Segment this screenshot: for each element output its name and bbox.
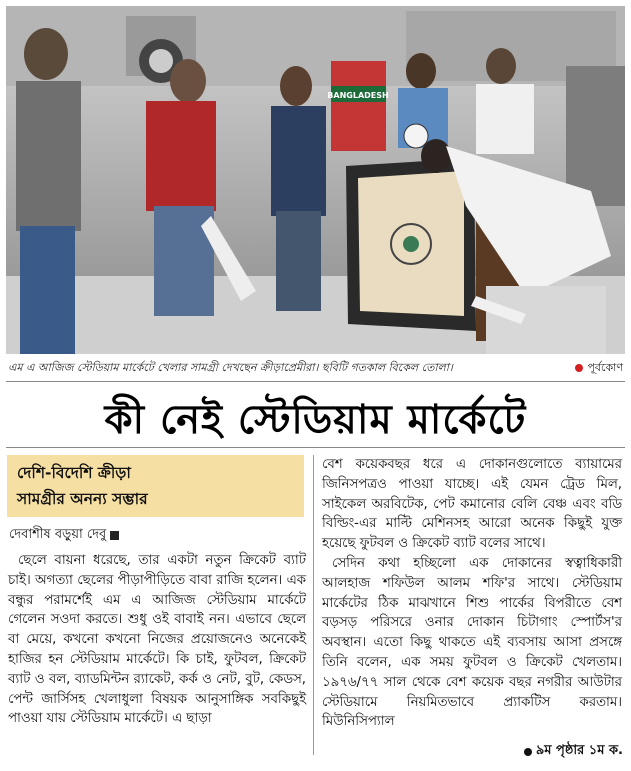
- article-column-right: [322, 455, 622, 732]
- credit-text: পূর্বকোণ: [587, 360, 623, 374]
- column-divider: [313, 455, 314, 755]
- subheadline-box: [7, 455, 304, 517]
- photo-credit: [575, 359, 623, 378]
- subheadline-line: সামগ্রীর অনন্য সম্ভার: [17, 490, 148, 508]
- divider-line: [6, 381, 625, 382]
- article-column-left: [8, 551, 306, 729]
- photo-caption: [8, 357, 623, 379]
- jersey-text: BANGLADESH: [327, 91, 389, 100]
- bullet-icon: [524, 748, 532, 756]
- article-paragraph: সেদিন কথা হচ্ছিলো এক দোকানের স্বত্বাধিকারী আলহাজ শফিউল আলম শফি'র সাথে। স্টেডিয়াম মার্কেটের ঠিক মাঝখানে শিশু পার্কের বিপরীতে বেশ বড়সড় পরিসরে ওনার দোকান চিটাগাং স্পোর্টস'র অবস্থান। এতো কিছু থাকতে এই ব্যবসায় আসা প্রসঙ্গে তিনি বলেন, এক সময় ফুটবল ও ক্রিকেট খেলতাম। ১৯৭৬/৭৭ সাল থেকে বেশ কয়েক বছর নগরীর আউটার স্টেডিয়ামে নিয়মিতভাবে প্র্যাকটিস করতাম। মিউনিসিপ্যাল: [322, 555, 622, 730]
- continued-marker: [524, 741, 623, 762]
- caption-text: এম এ আজিজ স্টেডিয়াম মার্কেটে খেলার সামগ্রী দেখছেন ক্রীড়াপ্রেমীরা। ছবিটি গতকাল বিকেল তোলা।: [8, 360, 453, 374]
- square-bullet-icon: [110, 531, 119, 540]
- article-paragraph: বেশ কয়েকবছর ধরে এ দোকানগুলোতে ব্যায়ামের জিনিসপত্রও পাওয়া যাচ্ছে। এই যেমন ট্রেড মিল, সাইকেল অরবিটেক, পেট কমানোর বেলি বেঞ্চ এবং বডি বিল্ডিং-এর মাল্টি মেশিনসহ আরো অনেক কিছুই যুক্ত হয়েছে ফুটবল ও ক্রিকেট ব্যাট বলের সাথে।: [322, 457, 622, 552]
- news-photo: [6, 6, 625, 354]
- bullet-icon: [575, 364, 583, 372]
- author-name: দেবাশীষ বড়ুয়া দেবু: [9, 527, 107, 542]
- subheadline-line: দেশি-বিদেশি ক্রীড়া: [17, 464, 131, 482]
- divider-line: [6, 447, 625, 448]
- byline: [9, 525, 119, 546]
- continued-text: ৯ম পৃষ্ঠার ১ম ক.: [535, 743, 623, 758]
- headline: কী নেই স্টেডিয়াম মার্কেটে: [104, 397, 527, 443]
- article-paragraph: ছেলে বায়না ধরেছে, তার একটা নতুন ক্রিকেট ব্যাট চাই। অগত্যা ছেলের পীড়াপীড়িতে বাবা রাজি হলেন। এক বন্ধুর পরামর্শেই এম এ আজিজ স্টেডিয়াম মার্কেটে গেলেন সওদা করতে। শুধু ওই বাবাই নন। এভাবে ছেলে বা মেয়ে, কখনো কখনো নিজের প্রয়োজনেও অনেকেই হাজির হন স্টেডিয়াম মার্কেটে। কি চাই, ফুটবল, ক্রিকেট ব্যাট ও বল, ব্যাডমিন্টন র‌্যাকেট, কর্ক ও নেট, বুট, কেডস, পেন্ট জার্সিসহ খেলাধুলা বিষয়ক আনুসাঙ্গিক সবকিছুই পাওয়া যায় স্টেডিয়াম মার্কেটে। এ ছাড়া: [8, 553, 306, 727]
